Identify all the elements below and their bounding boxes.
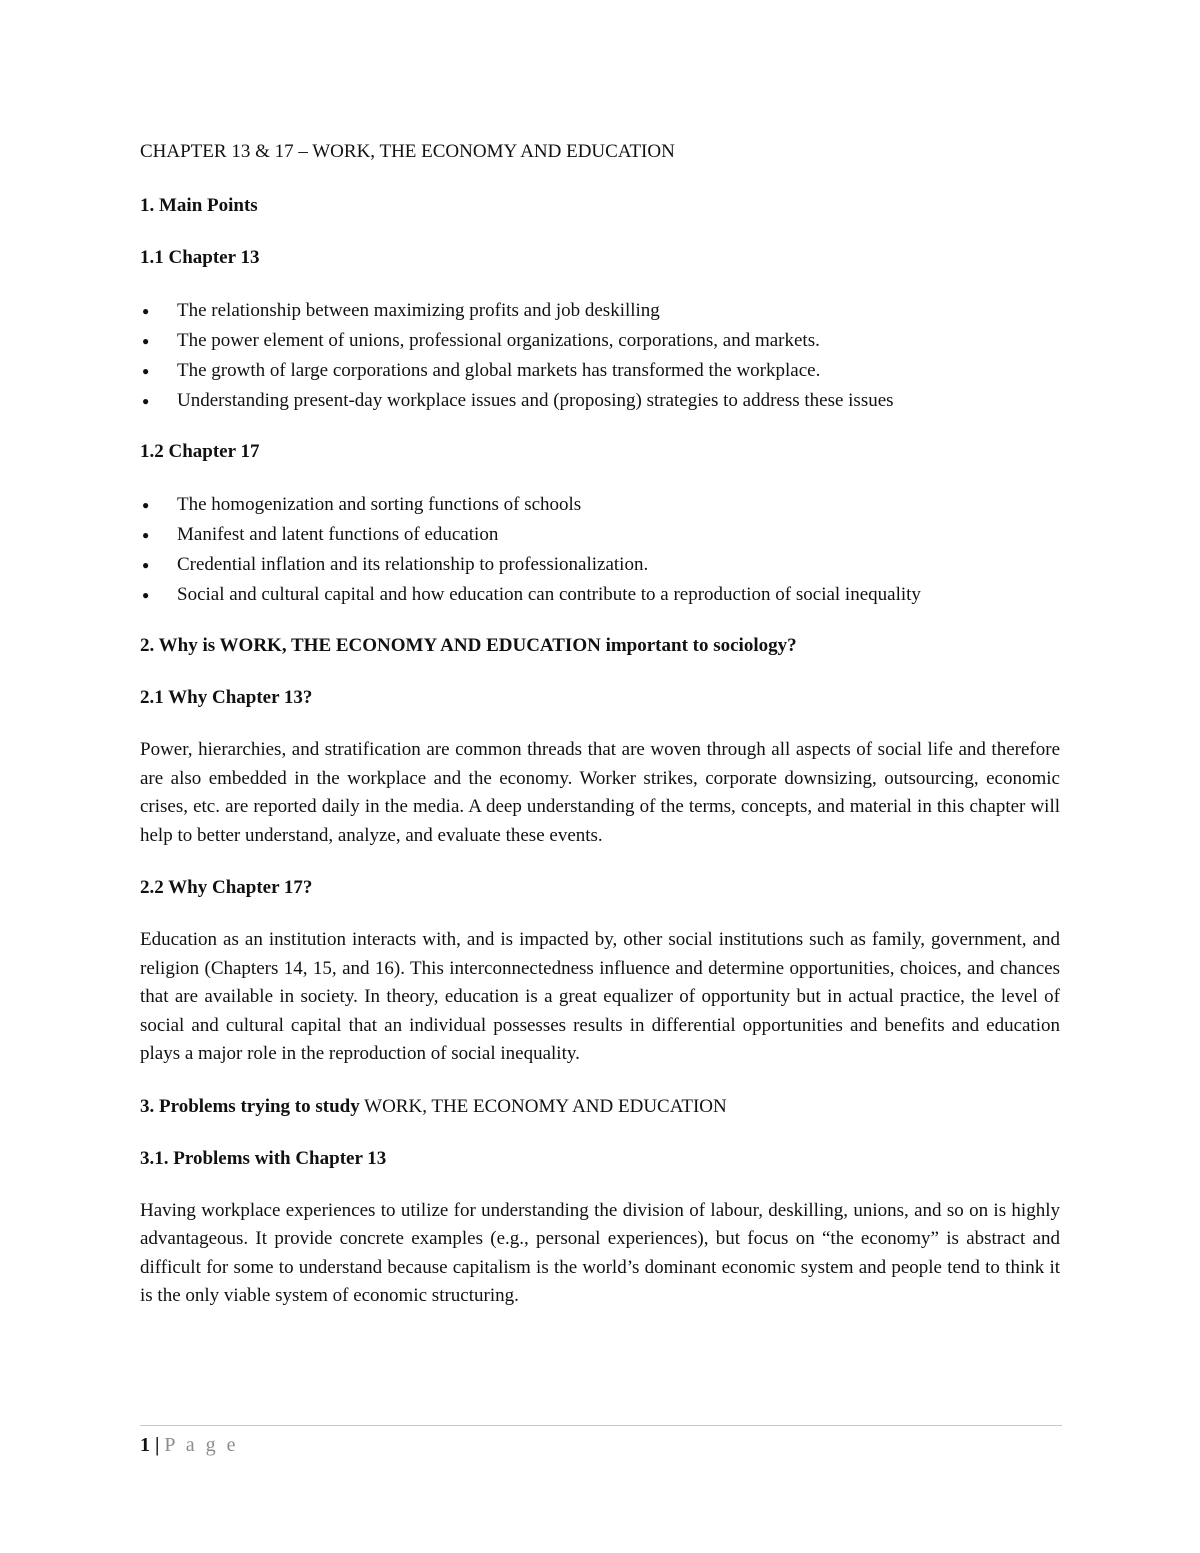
- section-2-heading: 2. Why is WORK, THE ECONOMY AND EDUCATION important to sociology?: [140, 635, 797, 656]
- document-title: CHAPTER 13 & 17 – WORK, THE ECONOMY AND EDUCATION: [140, 141, 675, 162]
- list-item: ● The power element of unions, professional organizations, corporations, and markets.: [140, 326, 1060, 356]
- chapter-17-points-list: [140, 490, 1060, 610]
- footer-divider: [140, 1425, 1062, 1426]
- section-1-heading: 1. Main Points: [140, 195, 258, 216]
- section-2-1-body: Power, hierarchies, and stratification are common threads that are woven through all aspects of social life and therefore are also embedded in the workplace and the economy. Worker strikes, corporate downsizing, outsourcing, economic crises, etc. are reported daily in the media. A deep understanding of the terms, concepts, and material in this chapter will help to better understand, analyze, and evaluate these events.: [140, 739, 1060, 846]
- section-1-2-heading: 1.2 Chapter 17: [140, 441, 260, 462]
- page-number: 1: [140, 1434, 150, 1456]
- bullet-icon: ●: [142, 558, 150, 572]
- list-item: ● The relationship between maximizing profits and job deskilling: [140, 296, 1060, 326]
- section-2-2-body: Education as an institution interacts with, and is impacted by, other social institutions such as family, government, and religion (Chapters 14, 15, and 16). This interconnectedness influence and determine opportunities, choices, and chances that are available in society. In theory, education is a great equalizer of opportunity but in actual practice, the level of social and cultural capital that an individual possesses results in differential opportunities and benefits and education plays a major role in the reproduction of social inequality.: [140, 929, 1060, 1064]
- page-label: P a g e: [164, 1434, 239, 1456]
- bullet-icon: ●: [142, 588, 150, 602]
- chapter-13-points-list: [140, 296, 1060, 416]
- page-separator: |: [155, 1434, 160, 1456]
- list-item: ● The growth of large corporations and global markets has transformed the workplace.: [140, 356, 1060, 386]
- section-3-1-heading: 3.1. Problems with Chapter 13: [140, 1147, 387, 1169]
- list-item: ● Manifest and latent functions of education: [140, 520, 1060, 550]
- bullet-icon: ●: [142, 304, 150, 318]
- list-item: ● Social and cultural capital and how education can contribute to a reproduction of social inequality: [140, 580, 1060, 610]
- bullet-icon: ●: [142, 528, 150, 542]
- section-2-1-heading: 2.1 Why Chapter 13?: [140, 687, 313, 708]
- section-1-1-heading: 1.1 Chapter 13: [140, 247, 260, 268]
- document-page: [140, 138, 1060, 1335]
- list-item: ● Understanding present-day workplace issues and (proposing) strategies to address these issues: [140, 386, 1060, 416]
- list-item: ● Credential inflation and its relationship to professionalization.: [140, 550, 1060, 580]
- list-item: ● The homogenization and sorting functions of schools: [140, 490, 1060, 520]
- section-3-1-body: Having workplace experiences to utilize for understanding the division of labour, deskilling, unions, and so on is highly advantageous. It provide concrete examples (e.g., personal experiences), but focus on “the economy” is abstract and difficult for some to understand because capitalism is the world’s dominant economic system and people tend to think it is the only viable system of economic structuring.: [140, 1199, 1060, 1306]
- section-3-heading-rest: WORK, THE ECONOMY AND EDUCATION: [359, 1095, 727, 1117]
- bullet-icon: ●: [142, 334, 150, 348]
- section-3-heading: [140, 1093, 1060, 1121]
- bullet-icon: ●: [142, 498, 150, 512]
- page-footer: [140, 1431, 239, 1459]
- bullet-icon: ●: [142, 394, 150, 408]
- section-2-2-heading: 2.2 Why Chapter 17?: [140, 877, 313, 898]
- bullet-icon: ●: [142, 364, 150, 378]
- section-3-heading-bold: 3. Problems trying to study: [140, 1095, 360, 1117]
